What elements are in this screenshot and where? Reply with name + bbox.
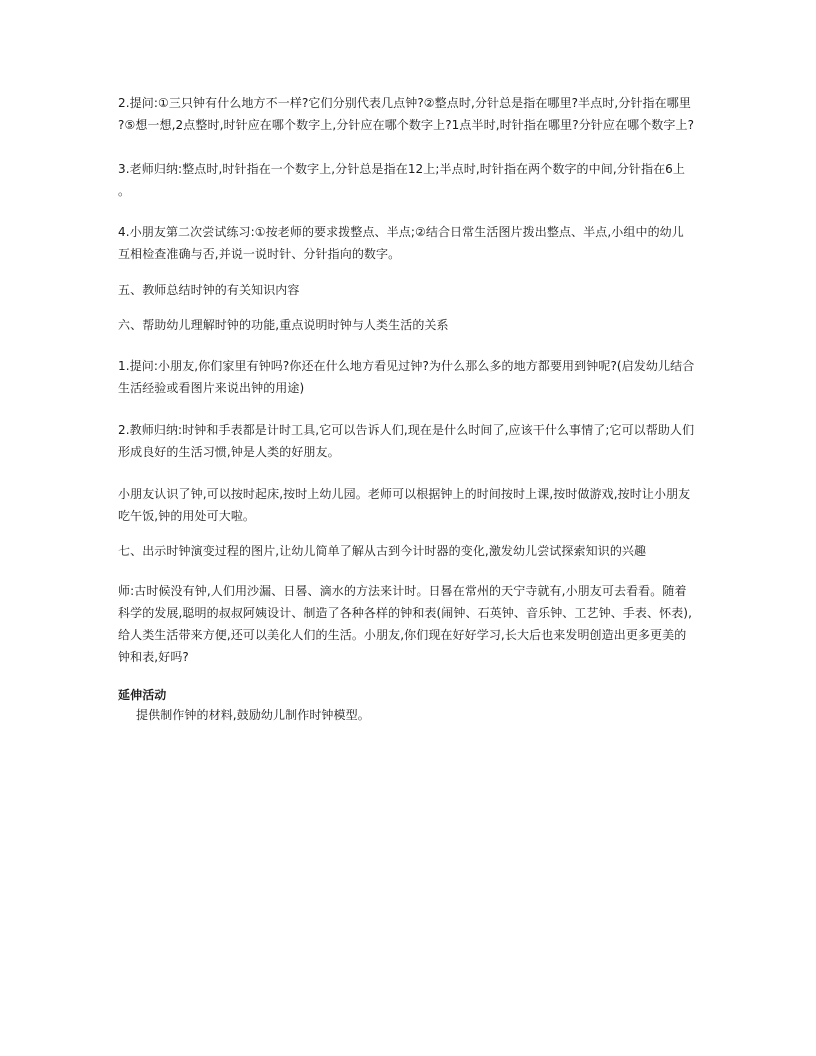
text-line: 给人类生活带来方便,还可以美化人们的生活。小朋友,你们现在好好学习,长大后也来发明创造出更多更美的 bbox=[118, 628, 687, 642]
paragraph-teacher-story bbox=[118, 580, 704, 668]
text-line: 4.小朋友第二次尝试练习:①按老师的要求拨整点、半点;②结合日常生活图片拨出整点、半点,小组中的幼儿 bbox=[118, 225, 684, 239]
text-line: 生活经验或看图片来说出钟的用途) bbox=[118, 381, 305, 395]
section-heading: 七、出示时钟演变过程的图片,让幼儿简单了解从古到今计时器的变化,激发幼儿尝试探索知识的兴趣 bbox=[118, 544, 647, 558]
extension-activity bbox=[118, 684, 704, 726]
section-heading-7 bbox=[118, 540, 704, 562]
paragraph-summary-3 bbox=[118, 158, 704, 202]
paragraph-question-2 bbox=[118, 92, 704, 136]
text-line: 师:古时候没有钟,人们用沙漏、日晷、滴水的方法来计时。日晷在常州的天宁寺就有,小朋友可去看看。随着 bbox=[118, 584, 687, 598]
text-line: 2.教师归纳:时钟和手表都是计时工具,它可以告诉人们,现在是什么时间了,应该干什么事情了;它可以帮助人们 bbox=[118, 423, 695, 437]
paragraph-question-6-1 bbox=[118, 355, 704, 399]
text-line: 2.提问:①三只钟有什么地方不一样?它们分别代表几点钟?②整点时,分针总是指在哪里?半点时,分针指在哪里 bbox=[118, 96, 691, 110]
text-line: 钟和表,好吗? bbox=[118, 650, 189, 664]
text-line: 。 bbox=[118, 184, 131, 198]
text-line: ?⑤想一想,2点整时,时针应在哪个数字上,分针应在哪个数字上?1点半时,时针指在哪里?分针应在哪个数字上? bbox=[118, 118, 695, 132]
section-heading: 六、帮助幼儿理解时钟的功能,重点说明时钟与人类生活的关系 bbox=[118, 318, 449, 332]
text-line: 吃午饭,钟的用处可大啦。 bbox=[118, 509, 256, 523]
paragraph-practice-4 bbox=[118, 221, 704, 265]
text-line: 1.提问:小朋友,你们家里有钟吗?你还在什么地方看见过钟?为什么那么多的地方都要用到钟呢?(启发幼儿结合 bbox=[118, 359, 695, 373]
text-line: 科学的发展,聪明的叔叔阿姨设计、制造了各种各样的钟和表(闹钟、石英钟、音乐钟、工艺钟、手表、怀表), bbox=[118, 606, 692, 620]
extension-body: 提供制作钟的材料,鼓励幼儿制作时钟模型。 bbox=[136, 708, 370, 722]
text-line: 小朋友认识了钟,可以按时起床,按时上幼儿园。老师可以根据钟上的时间按时上课,按时做游戏,按时让小朋友 bbox=[118, 487, 691, 501]
section-heading-5 bbox=[118, 279, 704, 301]
extension-heading: 延伸活动 bbox=[118, 688, 167, 702]
text-line: 互相检查准确与否,并说一说时针、分针指向的数字。 bbox=[118, 247, 401, 261]
text-line: 3.老师归纳:整点时,时针指在一个数字上,分针总是指在12上;半点时,时针指在两个数字的中间,分针指在6上 bbox=[118, 162, 686, 176]
paragraph-summary-6-2 bbox=[118, 419, 704, 463]
section-heading: 五、教师总结时钟的有关知识内容 bbox=[118, 283, 300, 297]
paragraph-usage bbox=[118, 483, 704, 527]
text-line: 形成良好的生活习惯,钟是人类的好朋友。 bbox=[118, 445, 340, 459]
section-heading-6 bbox=[118, 314, 704, 336]
